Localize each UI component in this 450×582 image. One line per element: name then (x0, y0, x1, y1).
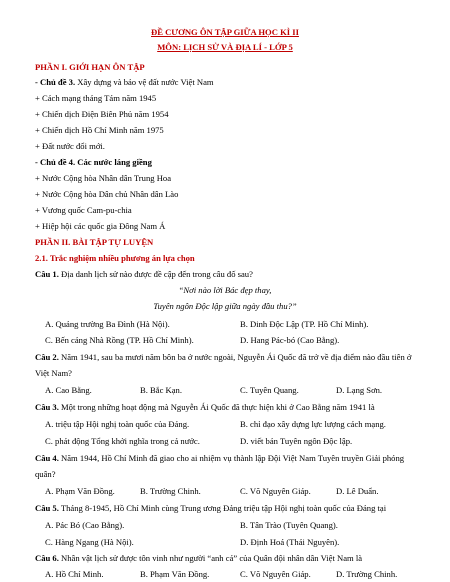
answer-option: D. viết bản Tuyên ngôn Độc lập. (240, 436, 353, 446)
topic4-item: + Nước Cộng hòa Nhân dân Trung Hoa (35, 173, 172, 183)
question-3 (35, 401, 375, 413)
riddle-line-2: Tuyên ngôn Độc lập giữa ngày đầu thu?” (153, 301, 297, 311)
question-text-cont: quân? (35, 469, 56, 479)
topic4-heading: - Chủ đề 4. Các nước láng giềng (35, 157, 152, 167)
question-text: Địa danh lịch sử nào được đề cập đến trong câu đố sau? (58, 269, 253, 279)
question-text: Năm 1941, sau ba mươi năm bôn ba ở nước ngoài, Nguyễn Ái Quốc đã trở về địa điểm nào đầu tiên ở (58, 352, 412, 362)
question-label: Câu 4. (35, 453, 59, 463)
section-heading: 2.1. Trắc nghiệm nhiều phương án lựa chọn (35, 253, 195, 263)
answer-option: B. Tân Trào (Tuyên Quang). (240, 520, 338, 530)
answer-option: B. Phạm Văn Đồng. (140, 569, 210, 579)
answer-option: A. Quảng trường Ba Đình (Hà Nội). (45, 319, 170, 329)
answer-option: B. chỉ đạo xây dựng lực lượng cách mạng. (240, 419, 386, 429)
question-label: Câu 2. (35, 352, 59, 362)
answer-option: A. Phạm Văn Đồng. (45, 486, 115, 496)
question-6 (35, 552, 362, 564)
answer-option: D. Định Hoá (Thái Nguyên). (240, 537, 340, 547)
topic4-item: + Nước Cộng hòa Dân chủ Nhân dân Lào (35, 189, 179, 199)
answer-option: A. triệu tập Hội nghị toàn quốc của Đảng. (45, 419, 190, 429)
answer-option: A. Pác Bó (Cao Bằng). (45, 520, 125, 530)
question-label: Câu 6. (35, 553, 59, 563)
topic3-item: + Cách mạng tháng Tám năm 1945 (35, 93, 157, 103)
riddle-line-1: “Nơi nào lời Bác đẹp thay, (178, 285, 272, 295)
question-text-cont: Việt Nam? (35, 368, 72, 378)
answer-option: D. Trường Chinh. (336, 569, 398, 579)
topic4-item: + Hiệp hội các quốc gia Đông Nam Á (35, 221, 166, 231)
question-label: Câu 5. (35, 503, 59, 513)
document-title: ĐỀ CƯƠNG ÔN TẬP GIỮA HỌC KÌ II (151, 27, 299, 37)
question-label: Câu 3. (35, 402, 59, 412)
answer-option: D. Hang Pác-bó (Cao Bằng). (240, 335, 340, 345)
topic4-item: + Vương quốc Cam-pu-chia (35, 205, 132, 215)
document-subtitle: MÔN: LỊCH SỬ VÀ ĐỊA LÍ - LỚP 5 (157, 42, 293, 52)
question-1 (35, 268, 253, 280)
answer-option: B. Dinh Độc Lập (TP. Hồ Chí Minh). (240, 319, 369, 329)
topic3-text: Xây dựng và bảo vệ đất nước Việt Nam (75, 77, 214, 87)
answer-option: C. Võ Nguyên Giáp. (240, 486, 311, 496)
question-text: Năm 1944, Hồ Chí Minh đã giao cho ai nhiệm vụ thành lập Đội Việt Nam Tuyên truyền Giải phóng (58, 453, 405, 463)
topic3-item: + Chiến dịch Điện Biên Phủ năm 1954 (35, 109, 169, 119)
question-text: Một trong những hoạt động mà Nguyễn Ái Quốc đã thực hiện khi ở Cao Bằng năm 1941 là (58, 402, 375, 412)
question-label: Câu 1. (35, 269, 59, 279)
topic3-line (35, 76, 214, 88)
part1-heading: PHẦN I. GIỚI HẠN ÔN TẬP (35, 62, 145, 72)
answer-option: C. Võ Nguyên Giáp. (240, 569, 311, 579)
part2-heading: PHẦN II. BÀI TẬP TỰ LUYỆN (35, 237, 154, 247)
answer-option: C. phát động Tổng khởi nghĩa trong cả nước. (45, 436, 200, 446)
answer-option: C. Bến cảng Nhà Rồng (TP. Hồ Chí Minh). (45, 335, 194, 345)
question-4 (35, 452, 404, 464)
answer-option: A. Cao Bằng. (45, 385, 92, 395)
answer-option: B. Trường Chinh. (140, 486, 201, 496)
answer-option: C. Hàng Ngang (Hà Nội). (45, 537, 134, 547)
question-2 (35, 351, 411, 363)
answer-option: C. Tuyên Quang. (240, 385, 299, 395)
answer-option: D. Lạng Sơn. (336, 385, 383, 395)
answer-option: B. Bắc Kạn. (140, 385, 183, 395)
topic3-item: + Đất nước đổi mới. (35, 141, 105, 151)
question-text: Nhân vật lịch sử được tôn vinh như người “anh cả” của Quân đội nhân dân Việt Nam là (58, 553, 363, 563)
answer-option: D. Lê Duẩn. (336, 486, 379, 496)
question-text: Tháng 8-1945, Hồ Chí Minh cùng Trung ương Đảng triệu tập Hội nghị toàn quốc của Đảng tại (58, 503, 387, 513)
question-5 (35, 502, 386, 514)
topic3-prefix: - Chủ đề 3. (35, 77, 76, 87)
answer-option: A. Hồ Chí Minh. (45, 569, 104, 579)
topic3-item: + Chiến dịch Hồ Chí Minh năm 1975 (35, 125, 164, 135)
